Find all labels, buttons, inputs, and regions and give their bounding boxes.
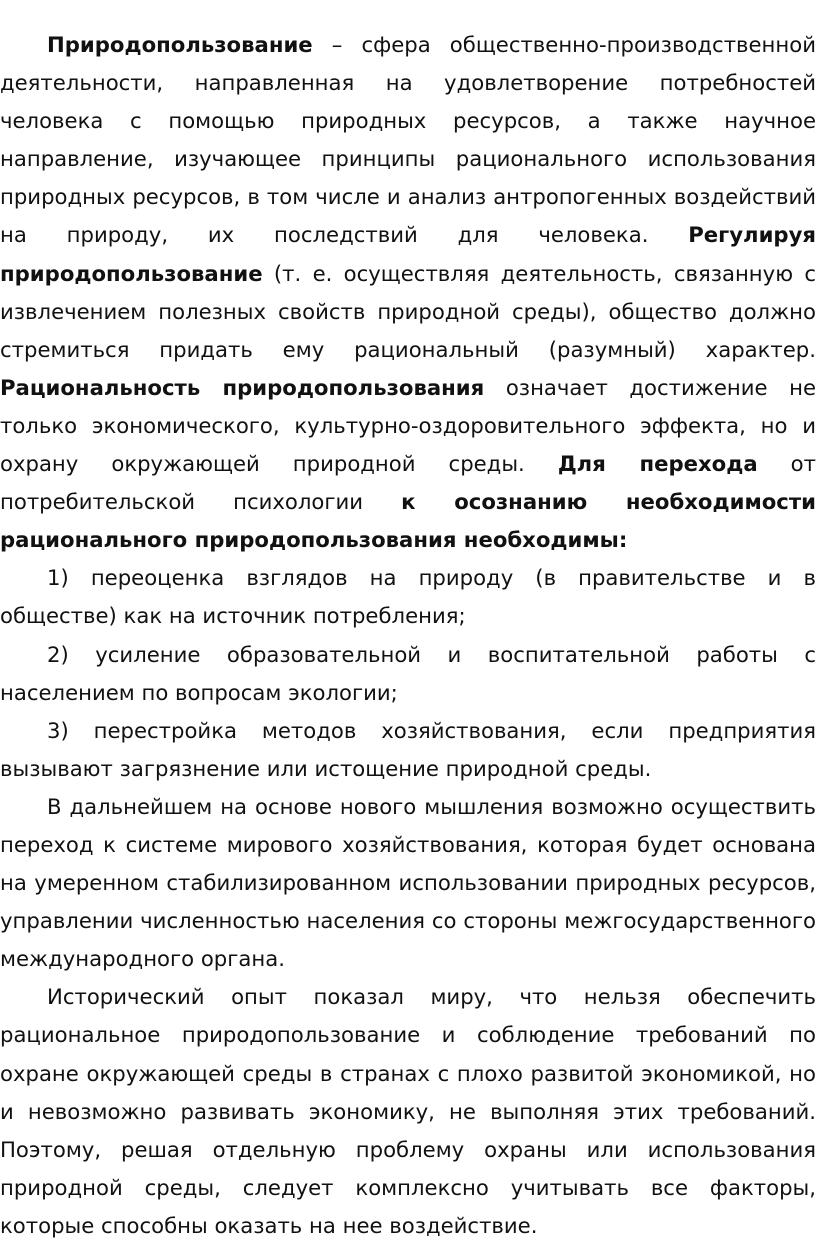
regulation-text: (т. е. осуществляя деятельность, связанную с извлечением полезных свойств природной среды), общество должно стремиться придать ему рациональный (разумный) характер. bbox=[0, 260, 816, 362]
term-reguliruya: Регулируя природопользование bbox=[0, 222, 816, 286]
term-dlya-perekhoda: Для перехода bbox=[557, 451, 758, 477]
term-neobkhodimy: к осознанию необходимости рационального природопользования необходимы: bbox=[0, 489, 816, 553]
definition-text: – сфера общественно-производственной деятельности, направленная на удовлетворение потребностей человека с помощью природных ресурсов, а также научное направление, изучающее принципы рационального использования природных ресурсов, в том числе и анализ антропогенных воздействий на природу, их последствий для человека. bbox=[0, 32, 816, 248]
term-ratsionalnost: Рациональность природопользования bbox=[0, 374, 485, 400]
document-page bbox=[0, 26, 816, 1245]
paragraph-definition bbox=[0, 26, 816, 559]
transition-text: от потребительской психологии bbox=[0, 451, 816, 515]
list-item: 2) усиление образовательной и воспитательной работы с населением по вопросам экологии; bbox=[0, 641, 816, 705]
paragraph-future: В дальнейшем на основе нового мышления возможно осуществить переход к системе мирового хозяйствования, которая будет основана на умеренном стабилизированном использовании природных ресурсов, управлении численностью населения со стороны межгосударственного международного органа. bbox=[0, 793, 816, 972]
list-item: 1) переоценка взглядов на природу (в правительстве и в обществе) как на источник потребления; bbox=[0, 565, 816, 629]
rationality-text: означает достижение не только экономического, культурно-оздоровительного эффекта, но и охрану окружающей природной среды. bbox=[0, 374, 816, 477]
list-item: 3) перестройка методов хозяйствования, если предприятия вызывают загрязнение или истощение природной среды. bbox=[0, 717, 816, 781]
term-prirodopolzovanie: Природопользование bbox=[47, 32, 313, 57]
paragraph-historical: Исторический опыт показал миру, что нельзя обеспечить рациональное природопользование и соблюдение требований по охране окружающей среды в странах с плохо развитой экономикой, но и невозможно развивать экономику, не выполняя этих требований. Поэтому, решая отдельную проблему охраны или использования природной среды, следует комплексно учитывать все факторы, которые способны оказать на нее воздействие. bbox=[0, 984, 816, 1238]
